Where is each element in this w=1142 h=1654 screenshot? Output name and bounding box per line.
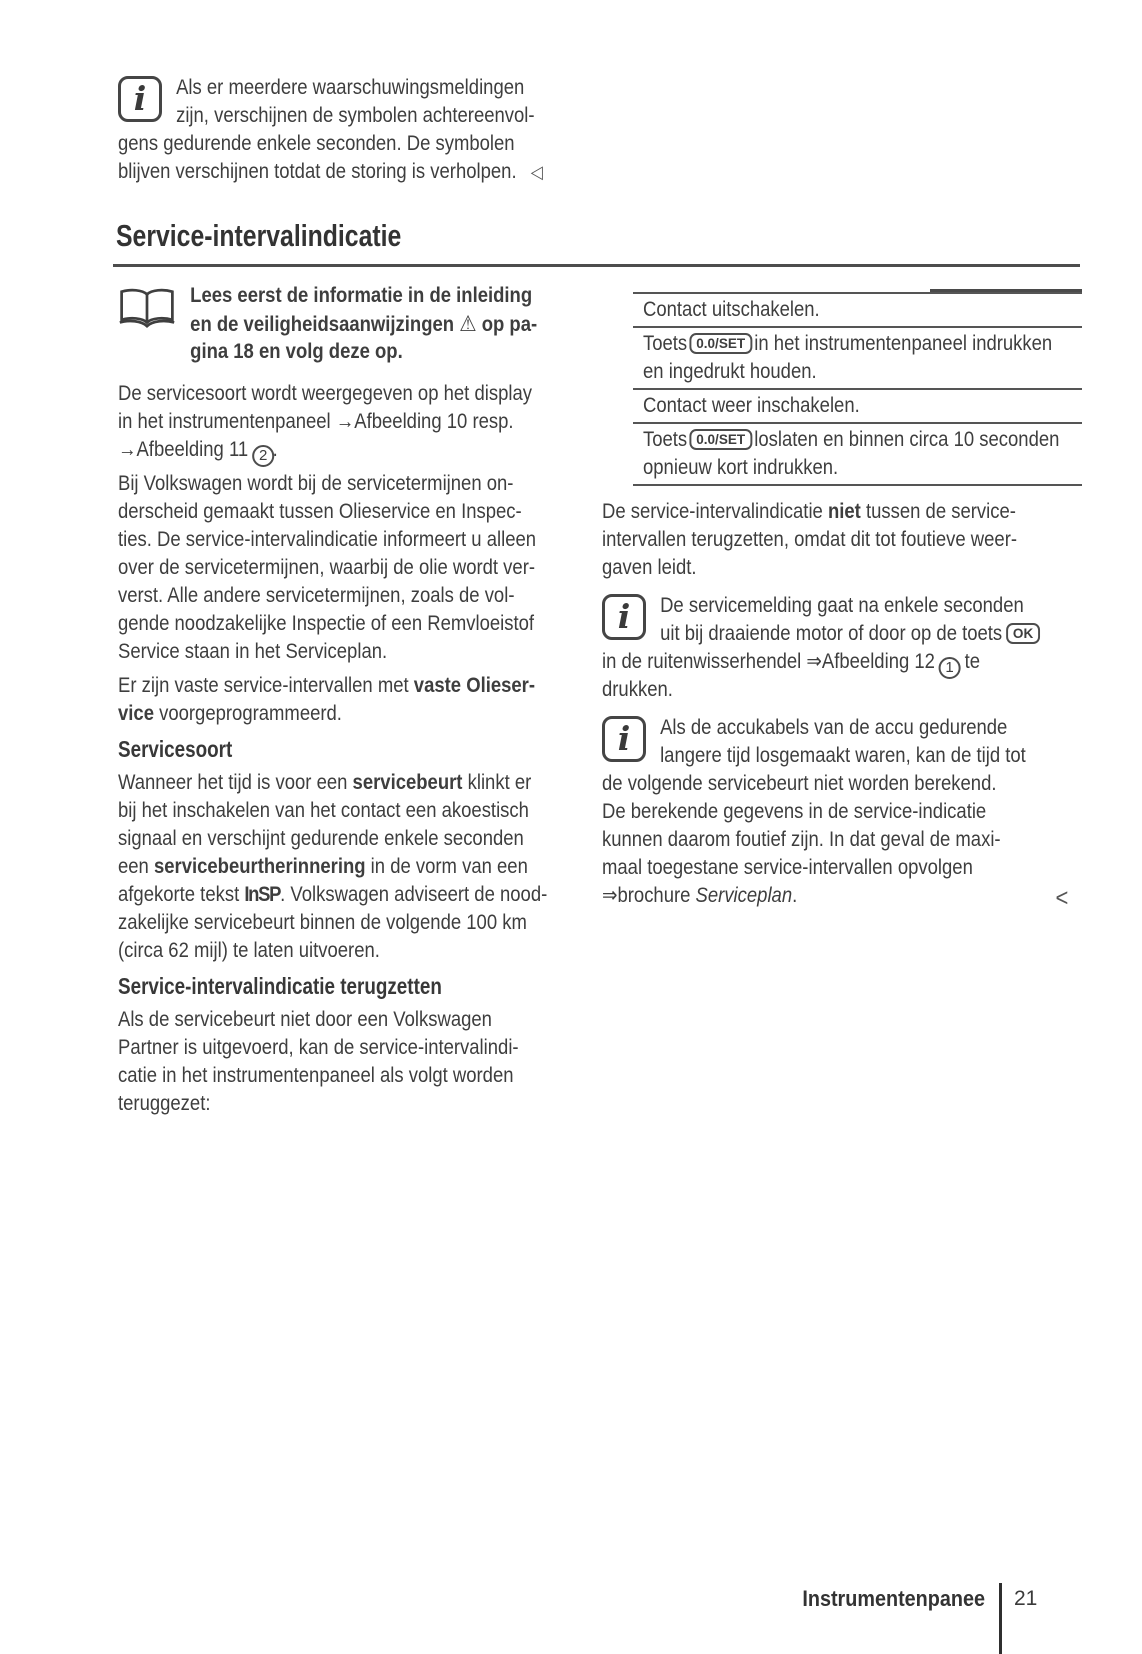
- info-icon-glyph: i: [617, 597, 631, 636]
- footer-chapter-title: Instrumentenpanee: [802, 1586, 985, 1611]
- reset-steps-table: [633, 292, 1082, 486]
- scan-artifact-line: [930, 289, 1082, 292]
- table-row: Toets 0.0/SET loslaten en binnen circa 10 seconden opnieuw kort indrukken.: [633, 424, 1082, 486]
- reading-note-text: Lees eerst de informatie in de inleiding en de veiligheidsaanwijzingen ⚠ op pa- gina 18 en volg deze op.: [190, 284, 538, 363]
- table-row: Toets 0.0/SET in het instrumentenpaneel indrukken en ingedrukt houden.: [633, 328, 1082, 390]
- note-service-message: [602, 592, 1082, 704]
- heading-rule: [113, 264, 1080, 267]
- footer-page-number: 21: [1014, 1587, 1038, 1610]
- info-icon-glyph: i: [133, 79, 147, 118]
- note-battery-text: Als de accukabels van de accu gedurende langere tijd losgemaakt waren, kan de tijd tot de volgende servicebeurt niet worden berekend. De berekende gegevens in de service-indicatie kunnen daarom foutief zijn. In dat geval de maxi- maal toegestane service-intervallen opvolgen ⇒brochure Serviceplan. <: [602, 716, 1069, 912]
- subheading-servicesoort: Servicesoort: [118, 736, 233, 762]
- top-note-text: Als er meerdere waarschuwingsmeldingen zijn, verschijnen de symbolen achtereenvol- gens gedurende enkele seconden. De symbolen blijven verschijnen totdat de storing is verholpen. ◁: [118, 76, 543, 183]
- top-note: [118, 74, 588, 186]
- para-reset: Als de servicebeurt niet door een Volkswagen Partner is uitgevoerd, kan de service-intervalindi- catie in het instrumentenpaneel als volgt worden teruggezet:: [118, 1008, 519, 1115]
- footer-divider: [999, 1583, 1002, 1654]
- page-title: Service-intervalindicatie: [116, 218, 402, 253]
- para-service-types: Bij Volkswagen wordt bij de servicetermijnen on- derscheid gemaakt tussen Olieservice en Inspec- ties. De service-intervalindicatie informeert u alleen over de servicetermijnen, waarbij de olie wordt ver- verst. Alle andere servicetermijnen, zoals de vol- gende noodzakelijke Inspectie of een Remvloeistof Service staan in het Serviceplan.: [118, 472, 537, 663]
- para-fixed-intervals: Er zijn vaste service-intervallen met vaste Olieser- vice voorgeprogrammeerd.: [118, 674, 536, 725]
- note-battery: [602, 714, 1082, 910]
- info-icon-glyph: i: [617, 719, 631, 758]
- para-servicesoort: Wanneer het tijd is voor een servicebeurt klinkt er bij het inschakelen van het contact een akoestisch signaal en verschijnt gedurende enkele seconden een servicebeurtherinnering in de vorm van een afgekorte tekst InSP. Volkswagen adviseert de nood- zakelijke servicebeurt binnen de volgende 100 km (circa 62 mijl) te laten uitvoeren.: [118, 771, 548, 962]
- right-column: [602, 292, 1082, 910]
- left-column: [118, 282, 588, 1124]
- para-do-not-reset: De service-intervalindicatie niet tussen de service- intervallen terugzetten, omdat dit tot foutieve weer- gaven leidt.: [602, 500, 1018, 579]
- table-row: Contact uitschakelen.: [633, 294, 1082, 328]
- reading-note: [118, 282, 588, 366]
- para-display: De servicesoort wordt weergegeven op het display in het instrumentenpaneel →Afbeelding 10 resp. →Afbeelding 11 2 .: [118, 380, 588, 464]
- subheading-reset: Service-intervalindicatie terugzetten: [118, 973, 442, 999]
- table-row: Contact weer inschakelen.: [633, 390, 1082, 424]
- note-service-message-text: De servicemelding gaat na enkele seconden uit bij draaiende motor of door op de toets OK in de ruitenwisserhendel ⇒Afbeelding 12 1 te drukken.: [602, 592, 1082, 704]
